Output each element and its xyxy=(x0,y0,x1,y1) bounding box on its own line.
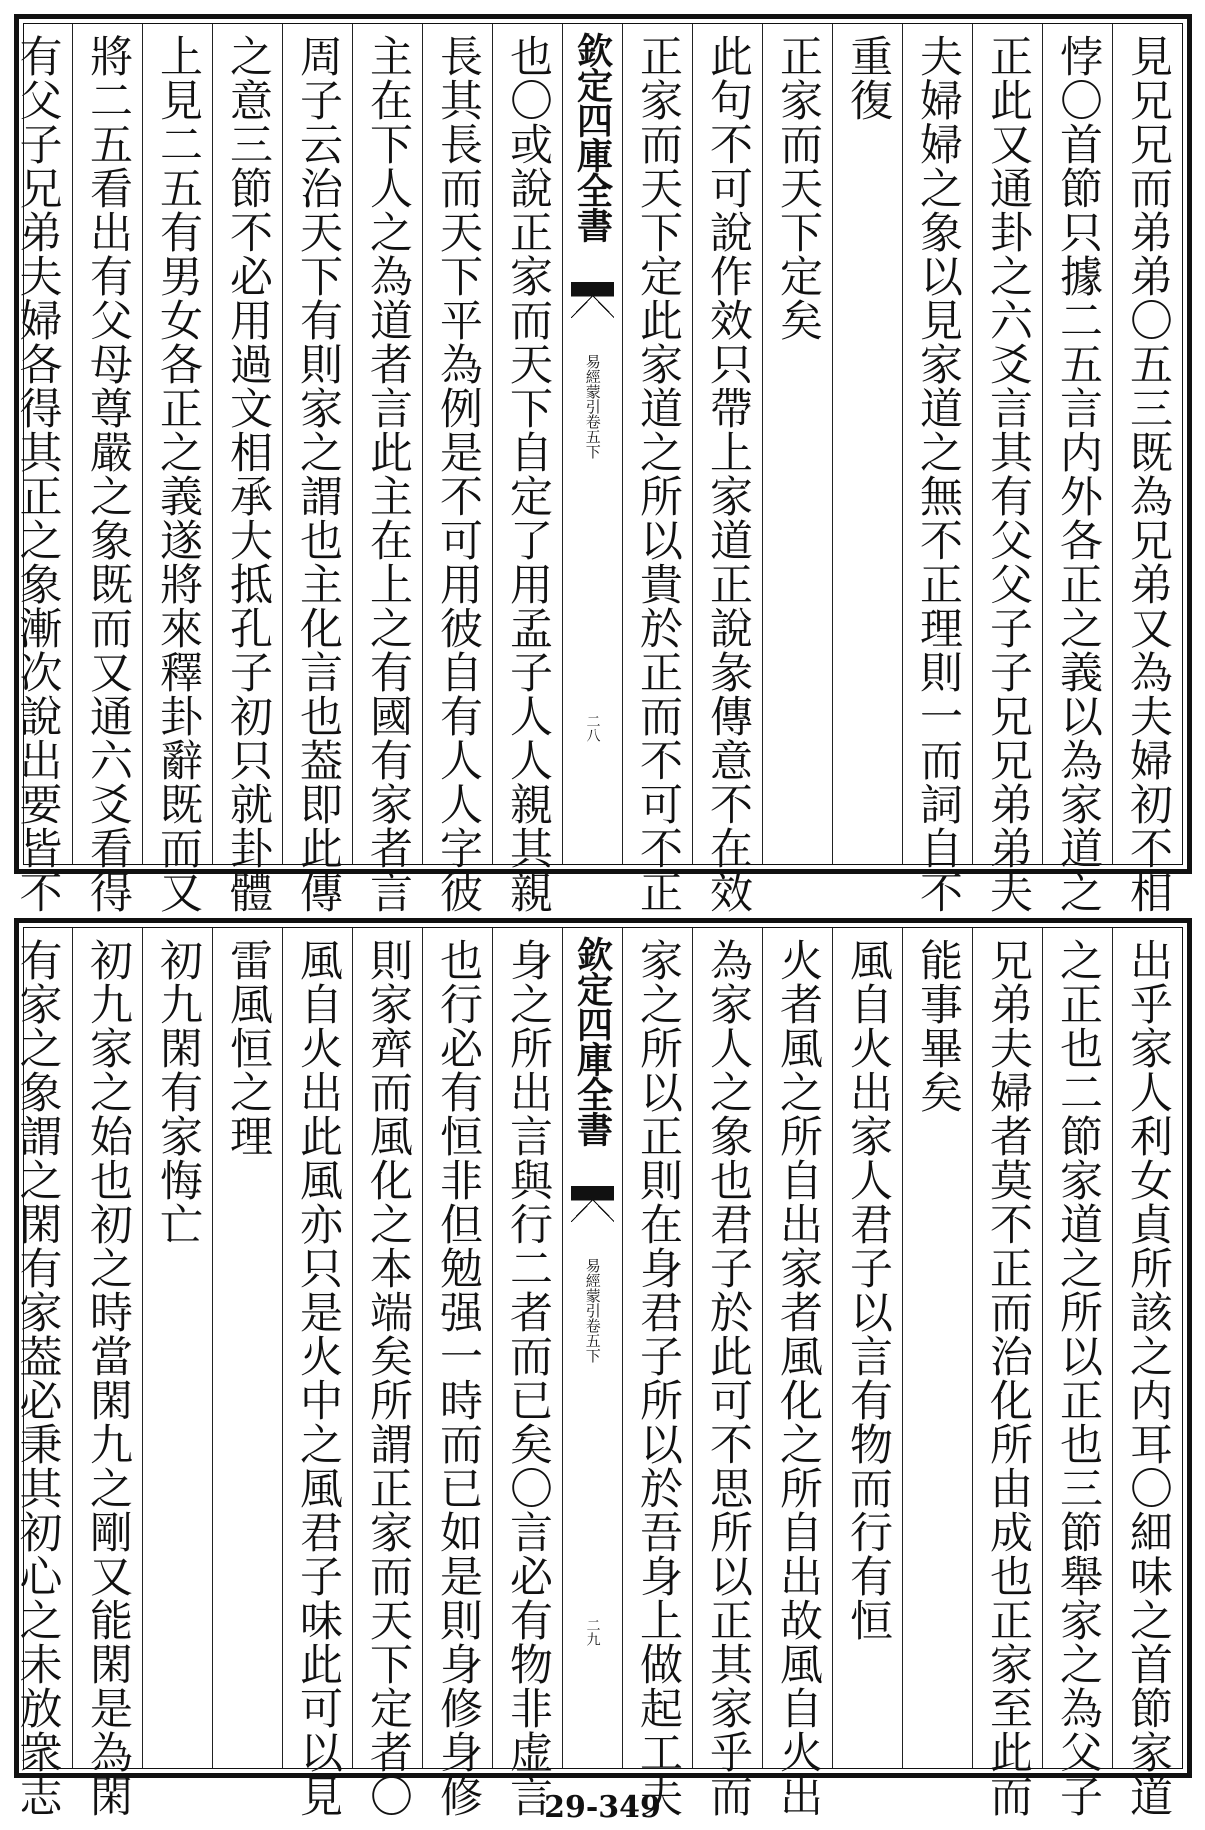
lower-text-column xyxy=(2,928,72,1818)
lower-column-text: 能事畢矣 xyxy=(913,938,963,1114)
upper-volume: 卷五下 xyxy=(583,414,602,459)
upper-text-column xyxy=(832,24,902,864)
upper-column-text: 也〇或說正家而天下自定了用孟子人人親其親 xyxy=(503,34,553,914)
lower-column-text: 火者風之所自出家者風化之所自出故風自火出 xyxy=(773,938,823,1818)
lower-column-text: 風自火出此風亦只是火中之風君子味此可以見 xyxy=(293,938,343,1818)
upper-book-title xyxy=(584,354,601,459)
upper-text-column xyxy=(762,24,832,864)
upper-library-title: 欽定四庫全書 xyxy=(571,32,614,242)
upper-column-text: 上見二五有男女各正之義遂將來釋卦辭既而又 xyxy=(153,34,203,914)
lower-text-column xyxy=(422,928,492,1818)
lower-column-text: 出乎家人利女貞所該之内耳〇細味之首節家道 xyxy=(1123,938,1173,1818)
lower-library-title: 欽定四庫全書 xyxy=(571,936,614,1146)
upper-column-text: 將二五看出有父母尊嚴之象既而又通六爻看得 xyxy=(83,34,133,914)
lower-text-column xyxy=(282,928,352,1818)
lower-heading-text: 初九閑有家悔亡 xyxy=(153,938,203,1246)
upper-column-text: 有父子兄弟夫婦各得其正之象漸次說出要皆不 xyxy=(12,34,63,914)
lower-text-column xyxy=(832,928,902,1768)
upper-heading-text: 正家而天下定矣 xyxy=(773,34,823,342)
lower-volume: 卷五下 xyxy=(583,1318,602,1363)
lower-column-text: 初九家之始也初之時當閑九之剛又能閑是為閑 xyxy=(83,938,133,1818)
lower-center-strip xyxy=(562,928,622,1768)
lower-text-column xyxy=(762,928,832,1818)
upper-column-text: 周子云治天下有則家之謂也主化言也葢即此傳 xyxy=(293,34,343,914)
lower-column-text: 兄弟夫婦者莫不正而治化所由成也正家至此而 xyxy=(983,938,1033,1818)
lower-column-text: 則家齊而風化之本端矣所謂正家而天下定者〇 xyxy=(363,938,413,1818)
upper-column-text: 見兄兄而弟弟〇五三既為兄弟又為夫婦初不相 xyxy=(1123,34,1173,914)
lower-column-text: 也行必有恒非但勉强一時而已如是則身修身修 xyxy=(433,938,483,1818)
upper-column-text: 主在下人之為道者言此主在上之有國有家者言 xyxy=(363,34,413,914)
upper-column-text: 正此又通卦之六爻言其有父父子子兄兄弟弟夫 xyxy=(983,34,1033,914)
lower-text-column xyxy=(492,928,562,1818)
lower-text-column xyxy=(1042,928,1112,1818)
lower-fishtail-mark xyxy=(571,1186,614,1222)
lower-text-column xyxy=(72,928,142,1818)
lower-column-text: 雷風恒之理 xyxy=(223,938,273,1158)
upper-column-text: 重復 xyxy=(843,34,893,122)
upper-center-strip xyxy=(562,24,622,864)
upper-text-column xyxy=(422,24,492,914)
lower-text-column xyxy=(212,928,282,1768)
upper-text-columns xyxy=(12,24,1182,914)
upper-text-column xyxy=(282,24,352,914)
lower-text-column xyxy=(692,928,762,1818)
upper-text-column xyxy=(492,24,562,914)
upper-text-column xyxy=(622,24,692,914)
upper-column-text: 之意三節不必用過文相承大抵孔子初只就卦體 xyxy=(223,34,273,914)
lower-text-column xyxy=(142,928,212,1768)
upper-text-column xyxy=(142,24,212,914)
upper-column-text: 悖〇首節只據二五言内外各正之義以為家道之 xyxy=(1053,34,1103,914)
page-number: 29-349 xyxy=(544,1790,661,1825)
upper-text-column xyxy=(2,24,72,914)
lower-column-text: 身之所出言與行二者而已矣〇言必有物非虚言 xyxy=(503,938,553,1818)
lower-text-column xyxy=(352,928,422,1818)
upper-column-text: 此句不可說作效只帶上家道正說彖傳意不在效 xyxy=(703,34,753,914)
upper-text-column xyxy=(972,24,1042,914)
lower-text-column xyxy=(902,928,972,1768)
upper-fishtail-mark xyxy=(571,282,614,318)
lower-column-text: 家之所以正則在身君子所以於吾身上做起工夫 xyxy=(633,938,683,1818)
lower-column-text: 有家之象謂之閑有家葢必秉其初心之未放衆志 xyxy=(12,938,63,1818)
lower-column-text: 之正也二節家道之所以正也三節舉家之為父子 xyxy=(1053,938,1103,1818)
upper-column-text: 正家而天下定此家道之所以貴於正而不可不正 xyxy=(633,34,683,914)
lower-text-column xyxy=(1112,928,1182,1818)
lower-column-text: 為家人之象也君子於此可不思所以正其家乎而 xyxy=(703,938,753,1818)
lower-book-name: 易經蒙引 xyxy=(583,1258,602,1318)
upper-text-column xyxy=(1042,24,1112,914)
upper-page-frame xyxy=(12,14,1192,914)
upper-text-column xyxy=(352,24,422,914)
upper-text-column xyxy=(212,24,282,914)
upper-text-column xyxy=(692,24,762,914)
upper-page-inner-border xyxy=(12,23,1183,914)
upper-folio-number: 二八 xyxy=(584,714,601,742)
lower-text-column xyxy=(972,928,1042,1818)
upper-text-column xyxy=(902,24,972,914)
lower-folio-number: 二九 xyxy=(584,1618,601,1646)
upper-column-text: 長其長而天下平為例是不可用彼自有人人字彼 xyxy=(433,34,483,914)
upper-text-column xyxy=(1112,24,1182,914)
lower-text-column xyxy=(622,928,692,1818)
upper-column-text: 夫婦婦之象以見家道之無不正理則一而詞自不 xyxy=(913,34,963,914)
upper-book-name: 易經蒙引 xyxy=(583,354,602,414)
upper-text-column xyxy=(72,24,142,914)
lower-heading-text: 風自火出家人君子以言有物而行有恒 xyxy=(843,938,893,1642)
lower-book-title xyxy=(584,1258,601,1363)
